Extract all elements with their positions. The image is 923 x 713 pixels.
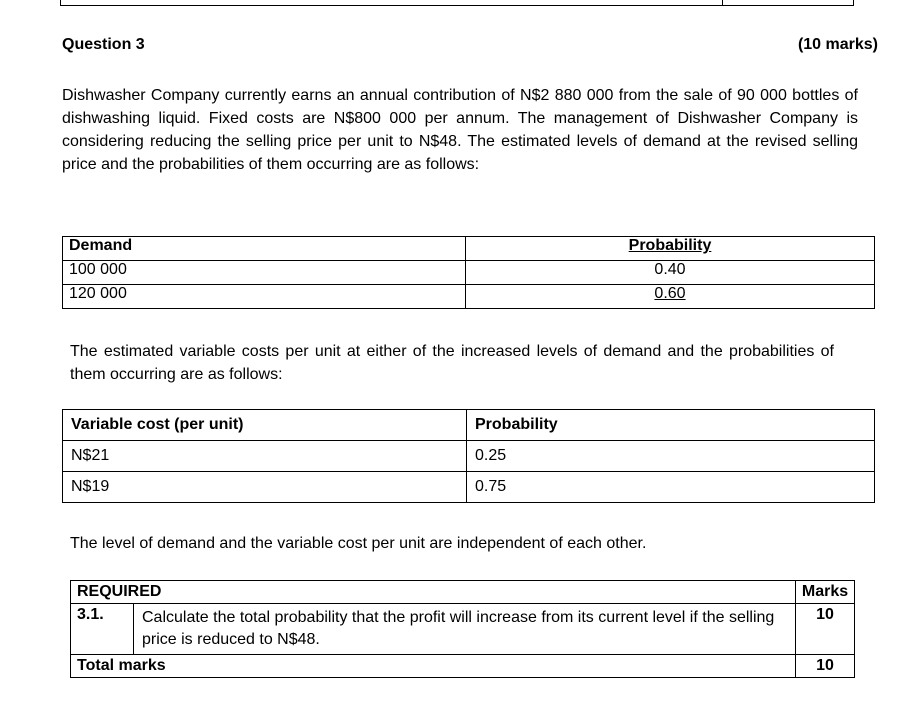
probability-cell: 0.75 [467, 472, 875, 503]
previous-table-edge [60, 0, 854, 6]
item-number: 3.1. [71, 604, 134, 655]
demand-cell: 100 000 [63, 261, 466, 285]
table-row [71, 655, 855, 678]
table-header-row [63, 237, 875, 261]
demand-cell: 120 000 [63, 285, 466, 309]
item-marks: 10 [796, 604, 855, 655]
required-table [70, 580, 855, 678]
header-variable-cost: Variable cost (per unit) [63, 410, 467, 441]
independence-note: The level of demand and the variable cost per unit are independent of each other. [70, 535, 647, 552]
table-header-row [71, 581, 855, 604]
table-row [63, 441, 875, 472]
variable-cost-cell: N$21 [63, 441, 467, 472]
variable-cost-table [62, 409, 875, 503]
item-text: Calculate the total probability that the profit will increase from its current level if the selling price is reduced to N$48. [134, 604, 796, 655]
intro-paragraph: Dishwasher Company currently earns an annual contribution of N$2 880 000 from the sale of 90 000 bottles of dishwashing liquid. Fixed costs are N$800 000 per annum. The management of Dishwasher Company is considering reducing the selling price per unit to N$48. The estimated levels of demand at the revised selling price and the probabilities of them occurring are as follows: [62, 87, 858, 173]
header-probability: Probability [467, 410, 875, 441]
header-probability: Probability [466, 237, 875, 261]
variable-cost-paragraph: The estimated variable costs per unit at either of the increased levels of demand and the probabilities of them occurring are as follows: [70, 343, 834, 383]
table-row [71, 604, 855, 655]
required-header: REQUIRED [71, 581, 796, 604]
total-marks: 10 [796, 655, 855, 678]
probability-cell: 0.60 [466, 285, 875, 309]
question-title: Question 3 [62, 36, 145, 53]
table-row [63, 261, 875, 285]
probability-cell: 0.25 [467, 441, 875, 472]
demand-table [62, 236, 875, 309]
variable-cost-cell: N$19 [63, 472, 467, 503]
question-marks: (10 marks) [797, 36, 878, 53]
header-demand: Demand [63, 237, 466, 261]
marks-header: Marks [796, 581, 855, 604]
table-header-row [63, 410, 875, 441]
table-row [63, 472, 875, 503]
probability-cell: 0.40 [466, 261, 875, 285]
table-row [63, 285, 875, 309]
total-label: Total marks [71, 655, 796, 678]
